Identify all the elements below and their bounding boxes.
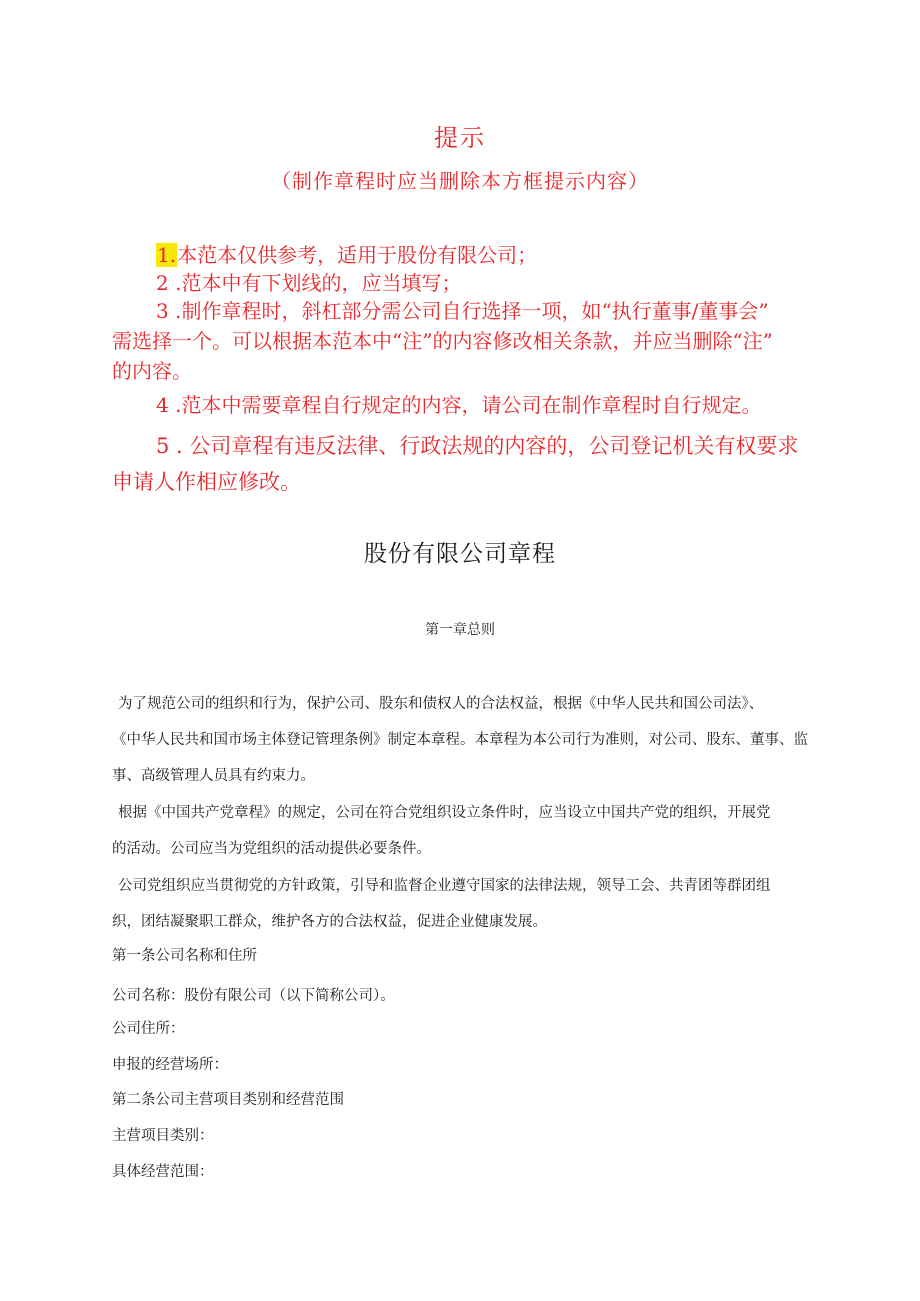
paragraph-line: 事、高级管理人员具有约束力。 (112, 768, 315, 784)
notice-item-2: 2 .范本中有下划线的，应当填写； (156, 271, 462, 295)
article-2-heading: 第二条公司主营项目类别和经营范围 (112, 1092, 344, 1108)
notice-item-4: 4 .范本中需要章程自行规定的内容，请公司在制作章程时自行规定。 (156, 393, 762, 417)
paragraph-line: 为了规范公司的组织和行为，保护公司、股东和债权人的合法权益，根据《中华人民共和国公司法》、 (118, 696, 764, 712)
notice-item-5-line-2: 申请人作相应修改。 (112, 470, 301, 494)
notice-title: 提示 (434, 124, 486, 152)
notice-item-3-line-2: 需选择一个。可以根据本范本中“注”的内容修改相关条款，并应当删除“注” (112, 329, 773, 353)
paragraph-purpose (112, 686, 822, 794)
highlighted-number: 1. (157, 243, 177, 267)
notice-item-3 (112, 296, 820, 386)
notice-subtitle: （制作章程时应当删除本方框提示内容） (271, 169, 649, 193)
paragraph-party-policy (112, 868, 822, 940)
paragraph-line: 织，团结凝聚职工群众，维护各方的合法权益，促进企业健康发展。 (112, 914, 547, 930)
notice-item-1 (156, 240, 537, 270)
chapter-title: 第一章总则 (425, 622, 495, 638)
document-title: 股份有限公司章程 (364, 541, 556, 567)
paragraph-party-organization (112, 795, 822, 867)
business-scope-field: 具体经营范围： (112, 1164, 214, 1180)
article-1-heading: 第一条公司名称和住所 (112, 948, 257, 964)
notice-item-3-line-3: 的内容。 (112, 359, 192, 383)
company-address-field: 公司住所： (112, 1021, 185, 1037)
main-category-field: 主营项目类别： (112, 1128, 214, 1144)
notice-item-1-text: 本范本仅供参考，适用于股份有限公司； (177, 243, 538, 267)
paragraph-line: 《中华人民共和国市场主体登记管理条例》制定本章程。本章程为本公司行为准则，对公司、股东、董事、监 (112, 732, 808, 748)
company-name-field: 公司名称：股份有限公司（以下简称公司）。 (112, 988, 395, 1004)
notice-item-5-line-1: 5 . 公司章程有违反法律、行政法规的内容的，公司登记机关有权要求 (156, 434, 799, 458)
paragraph-line: 根据《中国共产党章程》的规定，公司在符合党组织设立条件时，应当设立中国共产党的组织，开展党 (118, 805, 771, 821)
notice-item-3-line-1: 3 .制作章程时，斜杠部分需公司自行选择一项，如“执行董事/董事会” (156, 299, 769, 323)
notice-item-5 (112, 428, 832, 500)
paragraph-line: 的活动。公司应当为党组织的活动提供必要条件。 (112, 841, 431, 857)
business-place-field: 申报的经营场所： (112, 1057, 228, 1073)
paragraph-line: 公司党组织应当贯彻党的方针政策，引导和监督企业遵守国家的法律法规，领导工会、共青团等群团组 (118, 878, 771, 894)
